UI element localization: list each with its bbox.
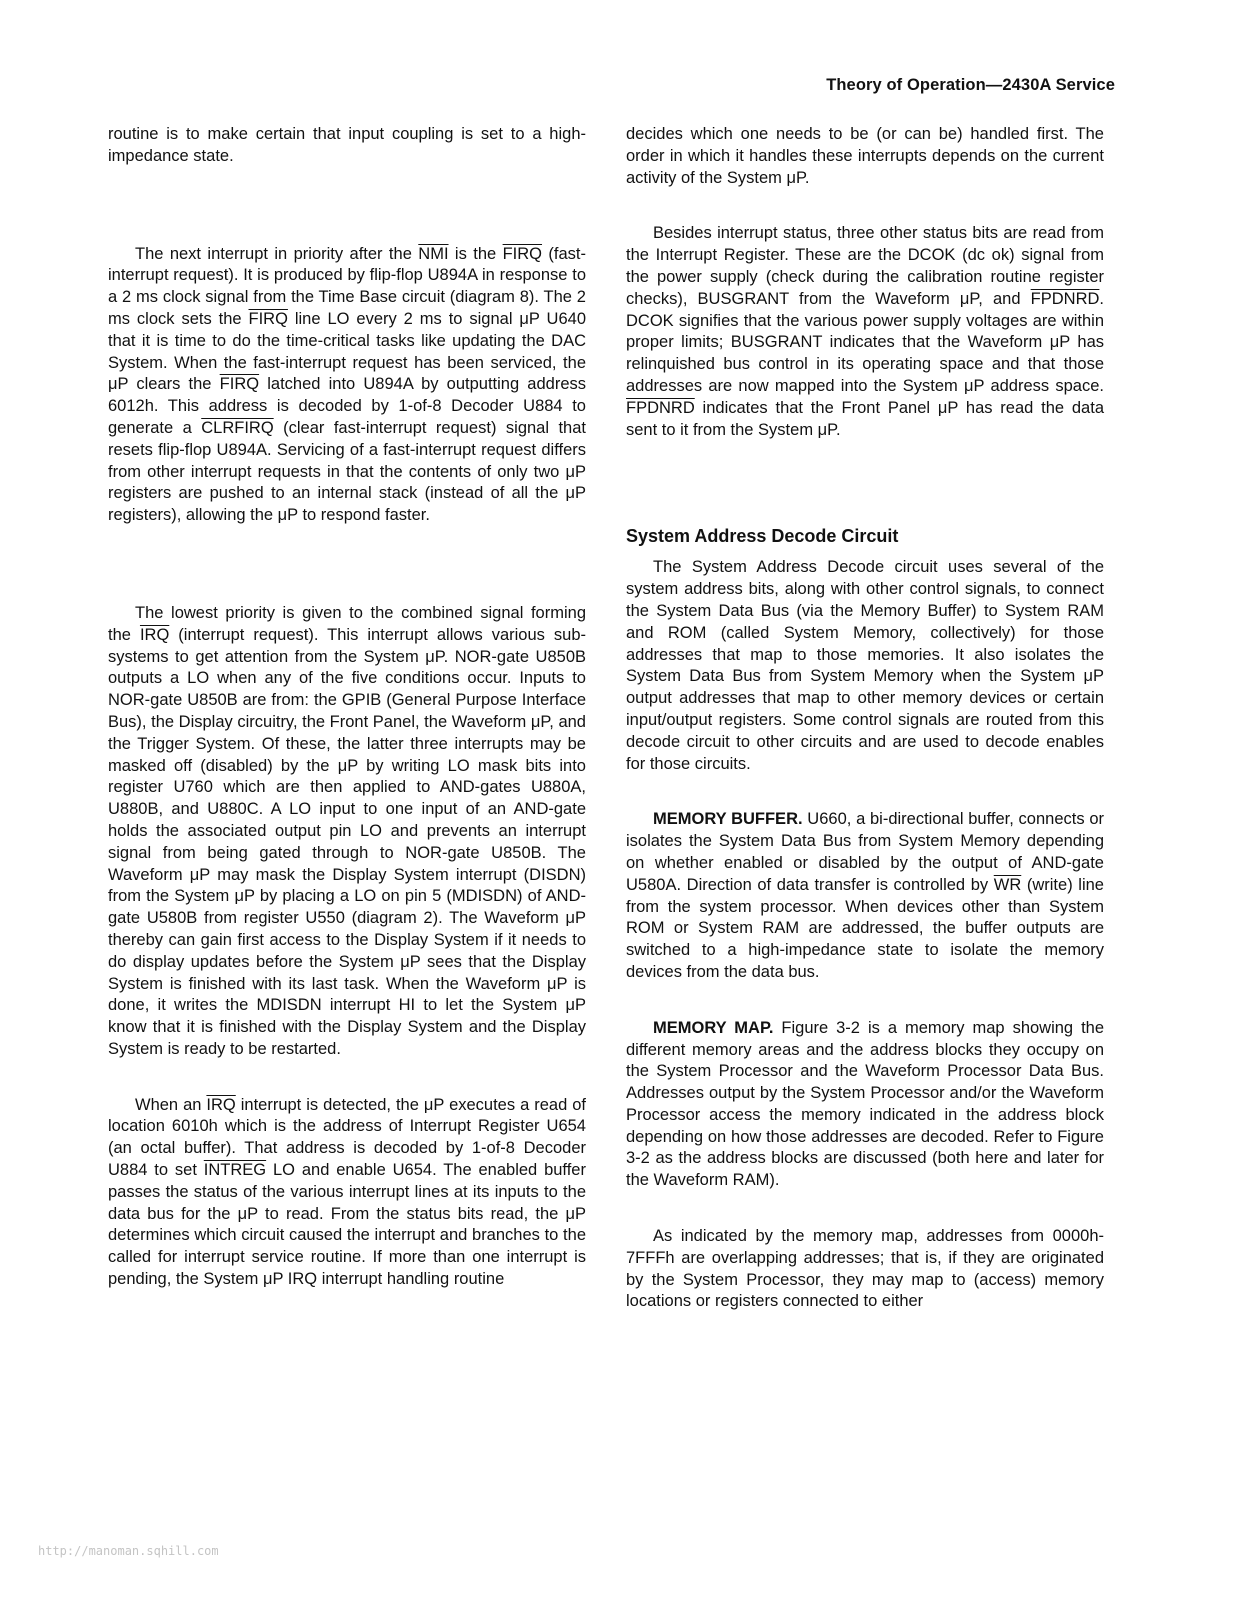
signal-firq: FIRQ — [502, 244, 543, 263]
text-run: U660, a bi-directional buffer, connects or isolates the System Data Bus from System Memory depending on whether enabled or disabled by the output of AND-gate U580A. Direction of data transfer is controlled by — [626, 810, 1104, 894]
signal-irq: $\overline{IRQ}$ — [139, 625, 170, 644]
paragraph-status-bits — [626, 223, 1104, 441]
text-run: LO and enable U654. The enabled buffer passes the status of the various interrupt lines at its inputs to the data bus for the μP to read. From the status bits read, the μP determines which circuit caused the interrupt and branches to the called for interrupt service routine. If more than one interrupt is pending, the System μP IRQ interrupt handling routine — [108, 1161, 586, 1289]
text-run: (fast-interrupt request). It is produced by flip-flop U894A in response to a 2 ms clock signal from the Time Base circuit (diagram 8). The 2 ms clock sets the — [108, 244, 587, 328]
signal-irq: $\overline{IRQ}$ — [206, 1095, 236, 1114]
signal-intreg: INTREG — [203, 1161, 267, 1180]
text-run: Figure 3-2 is a memory map showing the different memory areas and the address blocks they occupy on the System Processor and the Waveform Processor Data Bus. Addresses output by the System Processor and/or the Waveform Processor access the memory indicated in the address block depending on how those addresses are decoded. Refer to Figure 3-2 as the address blocks are discussed (both here and later for the Waveform RAM). — [626, 1018, 1105, 1190]
text-run: is the — [448, 244, 503, 263]
text-run: . DCOK signifies that the various power supply voltages are within proper limits; BUSGRANT indicates that the Waveform μP has relinquished bus control in its operating space and that those addresses are now mapped into the System μP address space. — [626, 289, 1104, 395]
text-run: When an — [135, 1095, 207, 1114]
signal-clrfirq: CLRFIRQ — [201, 418, 274, 437]
text-run: The next interrupt in priority after the — [135, 244, 419, 263]
signal-firq: FIRQ — [219, 375, 260, 394]
signal-fpdnrd: FPDNRD — [626, 398, 695, 417]
text-run: The lowest priority is given to the combined signal forming the — [108, 603, 586, 644]
paragraph-continued: routine is to make certain that input coupling is set to a high-impedance state. — [108, 125, 586, 165]
text-run: Besides interrupt status, three other status bits are read from the Interrupt Register. These are the DCOK (dc ok) signal from the power supply (check during the calibration routine register checks), BUSGRANT from the Waveform μP, and — [626, 224, 1104, 308]
signal-fpdnrd: FPDNRD — [1030, 289, 1100, 308]
text-run: line LO every 2 ms to signal μP U640 that it is time to do the time-critical tasks like updating the DAC System. When the fast-interrupt request has been serviced, the μP clears the — [108, 309, 586, 394]
running-header: Theory of Operation—2430A Service — [826, 76, 1115, 94]
text-run: indicates that the Front Panel μP has read the data sent to it from the System μP. — [626, 398, 1104, 439]
text-run: (write) line from the system processor. When devices other than System ROM or System RAM are addressed, the buffer outputs are switched to a high-impedance state to isolate the memory devices from the data bus. — [626, 875, 1104, 981]
paragraph-irq-detected — [108, 1095, 586, 1291]
left-column — [108, 124, 586, 1291]
signal-wr: $\overline{WR}$ — [993, 875, 1022, 894]
watermark: http://manoman.sqhill.com — [38, 1544, 219, 1558]
run-in-heading: MEMORY MAP. — [653, 1018, 774, 1037]
text-run: (clear fast-interrupt request) signal that resets flip-flop U894A. Servicing of a fast-interrupt request differs from other interrupt requests in that the contents of only two μP registers are pushed to an internal stack (instead of all the μP registers), allowing the μP to respond faster. — [108, 418, 586, 525]
signal-nmi: $\overline{NMI}$ — [418, 244, 449, 263]
paragraph-irq — [108, 603, 586, 1061]
paragraph-memory-map — [626, 1018, 1104, 1192]
right-column — [626, 124, 1104, 1313]
paragraph-memory-buffer — [626, 809, 1104, 983]
paragraph-address-decode: The System Address Decode circuit uses several of the system address bits, along with other control signals, to connect the System Data Bus (via the Memory Buffer) to System RAM and ROM (called System Memory, collectively) for those addresses that map to those memories. It also isolates the System Data Bus from System Memory when the System μP output addresses that map to other memory devices or certain input/output registers. Some control signals are routed from this decode circuit to other circuits and are used to decode enables for those circuits. — [626, 558, 1104, 773]
text-run: latched into U894A by outputting address 6012h. This address is decoded by 1-of-8 Decoder U884 to generate a — [108, 375, 586, 437]
paragraph-continued: decides which one needs to be (or can be) handled first. The order in which it handles these interrupts depends on the current activity of the System μP. — [626, 125, 1104, 187]
paragraph-overlapping-addresses: As indicated by the memory map, addresses from 0000h-7FFFh are overlapping addresses; that is, if they are originated by the System Processor, they may map to (access) memory locations or registers connected to either — [626, 1227, 1104, 1311]
paragraph-firq — [108, 244, 586, 527]
section-heading: System Address Decode Circuit — [626, 526, 899, 547]
signal-firq: FIRQ — [248, 309, 288, 328]
run-in-heading: MEMORY BUFFER. — [653, 810, 803, 829]
text-run: (interrupt request). This interrupt allows various sub-systems to get attention from the System μP. NOR-gate U850B outputs a LO when any of the five conditions occur. Inputs to NOR-gate U850B are from: the GPIB (General Purpose Interface Bus), the Display circuitry, the Front Panel, the Waveform μP, and the Trigger System. Of these, the latter three interrupts may be masked off (disabled) by the μP by writing LO mask bits into register U760 which are then applied to AND-gates U880A, U880B, and U880C. A LO input to one input of an AND-gate holds the associated output pin LO and prevents an interrupt signal from being gated through to NOR-gate U850B. The Waveform μP may mask the Display System interrupt (DISDN) from the System μP by placing a LO on pin 5 (MDISDN) of AND-gate U580B from register U550 (diagram 2). The Waveform μP thereby can gain first access to the Display System if it needs to do display updates before the System μP sees that the Display System is finished with its last task. When the Waveform μP is done, it writes the MDISDN interrupt HI to let the System μP know that it is finished with the Display System and the Display System is ready to be restarted. — [108, 625, 586, 1058]
text-run: interrupt is detected, the μP executes a read of location 6010h which is the address of Interrupt Register U654 (an octal buffer). That address is decoded by 1-of-8 Decoder U884 to set — [108, 1095, 586, 1180]
